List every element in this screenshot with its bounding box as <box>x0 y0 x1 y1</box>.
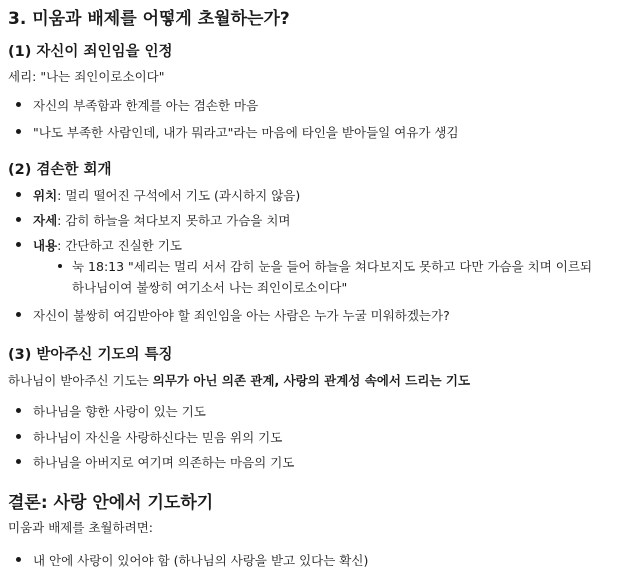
bullet-icon <box>16 242 21 247</box>
list-item-text: 하나님을 향한 사랑이 있는 기도 <box>33 404 206 419</box>
verse-line-1: 눅 18:13 "세리는 멀리 서서 감히 눈을 들어 하늘을 쳐다보지도 못하고 다만 가슴을 치며 이르되 <box>72 259 593 274</box>
list-item-text: 자신이 불쌍히 여김받아야 할 죄인임을 아는 사람은 누가 누굴 미워하겠는가? <box>33 308 450 323</box>
subsection-2-heading: (2) 겸손한 회개 <box>8 162 112 178</box>
list-item-text <box>33 236 182 254</box>
list-item-text <box>33 211 290 229</box>
bullet-icon <box>16 557 21 562</box>
list-item-text <box>33 186 300 204</box>
list-item-label: 내용 <box>33 238 58 253</box>
list-item-text: "나도 부족한 사람인데, 내가 뭐라고"라는 마음에 타인을 받아들일 여유가 생김 <box>33 125 459 140</box>
list-item-detail: : 멀리 떨어진 구석에서 기도 (과시하지 않음) <box>57 188 301 203</box>
bullet-icon <box>16 217 21 222</box>
prayer-intro <box>8 371 470 389</box>
list-item-text: 하나님을 아버지로 여기며 의존하는 마음의 기도 <box>33 455 295 470</box>
subsection-1-heading: (1) 자신이 죄인임을 인정 <box>8 44 173 60</box>
bullet-icon <box>58 264 62 268</box>
verse-line-2: 하나님이여 불쌍히 여기소서 나는 죄인이로소이다" <box>72 280 348 295</box>
bullet-icon <box>16 408 21 413</box>
prayer-intro-text: 하나님이 받아주신 기도는 <box>8 373 153 388</box>
bullet-icon <box>16 312 21 317</box>
list-item-detail: : 간단하고 진실한 기도 <box>57 238 182 253</box>
conclusion-heading: 결론: 사랑 안에서 기도하기 <box>8 493 214 513</box>
prayer-intro-emphasis: 의무가 아닌 의존 관계, 사랑의 관계성 속에서 드리는 기도 <box>152 373 471 388</box>
bullet-icon <box>16 459 21 464</box>
list-item-text: 내 안에 사랑이 있어야 함 (하나님의 사랑을 받고 있다는 확신) <box>33 553 369 568</box>
list-item-detail: : 감히 하늘을 쳐다보지 못하고 가슴을 치며 <box>57 213 291 228</box>
list-item-text: 자신의 부족함과 한계를 아는 겸손한 마음 <box>33 98 259 113</box>
bullet-icon <box>16 129 21 134</box>
tax-collector-quote: 세리: "나는 죄인이로소이다" <box>8 69 165 84</box>
list-item-text: 하나님이 자신을 사랑하신다는 믿음 위의 기도 <box>33 430 283 445</box>
bullet-icon <box>16 192 21 197</box>
bullet-icon <box>16 434 21 439</box>
section-3-heading: 3. 미움과 배제를 어떻게 초월하는가? <box>8 9 290 29</box>
bullet-icon <box>16 102 21 107</box>
subsection-3-heading: (3) 받아주신 기도의 특징 <box>8 347 173 363</box>
conclusion-intro: 미움과 배제를 초월하려면: <box>8 520 153 535</box>
list-item-label: 자세 <box>33 213 58 228</box>
list-item-label: 위치 <box>33 188 58 203</box>
